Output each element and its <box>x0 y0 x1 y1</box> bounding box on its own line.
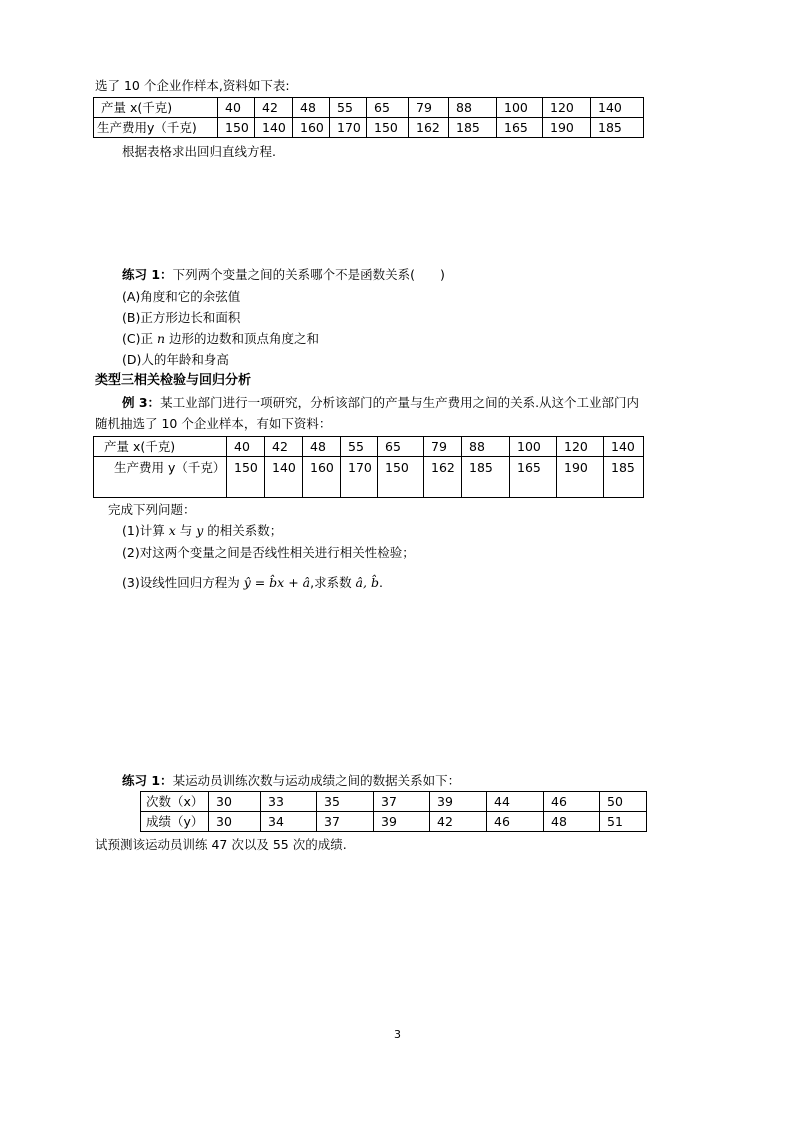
table-cell: 42 <box>265 437 303 457</box>
table-cell: 100 <box>510 437 557 457</box>
table-cell: 33 <box>261 792 317 812</box>
table-cell: 55 <box>341 437 378 457</box>
exercise-label: 练习 1： <box>122 773 173 788</box>
table-cell: 162 <box>409 118 449 138</box>
training-table <box>140 791 647 832</box>
table-cell: 140 <box>255 118 293 138</box>
example-3-text-cont: 随机抽选了 10 个企业样本，有如下资料： <box>95 416 332 431</box>
table-cell: 42 <box>255 98 293 118</box>
table-cell: 次数（x） <box>141 792 209 812</box>
exercise-text: 下列两个变量之间的关系哪个不是函数关系( ) <box>172 267 445 282</box>
table-cell: 100 <box>497 98 543 118</box>
table-row <box>141 792 647 812</box>
table-cell: 170 <box>341 457 378 498</box>
table-cell: 165 <box>510 457 557 498</box>
table-cell: 150 <box>218 118 255 138</box>
table-cell: 生产费用 y（千克） <box>94 457 227 498</box>
table-row <box>94 457 644 498</box>
table-cell: 44 <box>487 792 544 812</box>
table-cell: 79 <box>424 437 462 457</box>
exercise-1-question <box>122 266 445 284</box>
table-cell: 48 <box>293 98 330 118</box>
table-cell: 65 <box>378 437 424 457</box>
table-row <box>94 118 644 138</box>
exercise-label: 练习 1： <box>122 267 173 282</box>
table-cell: 55 <box>330 98 367 118</box>
table-cell: 30 <box>209 792 261 812</box>
coefficients: â, b̂ <box>355 575 379 590</box>
table-cell: 160 <box>303 457 341 498</box>
table-cell: 150 <box>378 457 424 498</box>
table-cell: 37 <box>317 812 374 832</box>
table-cell: 65 <box>367 98 409 118</box>
table-cell: 37 <box>374 792 430 812</box>
questions-intro: 完成下列问题： <box>108 502 196 517</box>
table-cell: 185 <box>462 457 510 498</box>
table-cell: 140 <box>591 98 644 118</box>
table-cell: 185 <box>449 118 497 138</box>
table-cell: 39 <box>374 812 430 832</box>
table-cell: 150 <box>227 457 265 498</box>
table-cell: 88 <box>449 98 497 118</box>
table-cell: 50 <box>600 792 647 812</box>
table-cell: 42 <box>430 812 487 832</box>
table-cell: 140 <box>604 437 644 457</box>
question-3: (3)设线性回归方程为 ŷ = b̂x + â,求系数 â, b̂. <box>122 575 383 590</box>
table-cell: 79 <box>409 98 449 118</box>
table-cell: 46 <box>487 812 544 832</box>
table-cell: 190 <box>543 118 591 138</box>
table-cell: 40 <box>218 98 255 118</box>
table-row <box>94 98 644 118</box>
table-cell: 产量 x(千克) <box>94 98 218 118</box>
table-cell: 30 <box>209 812 261 832</box>
table-cell: 34 <box>261 812 317 832</box>
table-cell: 185 <box>591 118 644 138</box>
regression-formula: ŷ = b̂x + â <box>243 575 311 590</box>
option-c: (C)正 n 边形的边数和顶点角度之和 <box>122 331 320 346</box>
production-table-1 <box>93 97 644 138</box>
table-cell: 39 <box>430 792 487 812</box>
table-row <box>94 437 644 457</box>
option-b: (B)正方形边长和面积 <box>122 310 241 325</box>
example-label: 例 3： <box>122 395 161 410</box>
exercise-1b-question: 练习 1：某运动员训练次数与运动成绩之间的数据关系如下： <box>122 773 461 788</box>
table-row <box>141 812 647 832</box>
table-cell: 产量 x(千克) <box>94 437 227 457</box>
table-cell: 51 <box>600 812 647 832</box>
intro-line: 选了 10 个企业作样本,资料如下表: <box>95 78 290 93</box>
table-cell: 成绩（y） <box>141 812 209 832</box>
table-cell: 48 <box>544 812 600 832</box>
table-cell: 170 <box>330 118 367 138</box>
example-3-text: 例 3：某工业部门进行一项研究，分析该部门的产量与生产费用之间的关系.从这个工业部门内 <box>122 395 640 410</box>
table-cell: 165 <box>497 118 543 138</box>
section-heading: 类型三相关检验与回归分析 <box>95 373 252 388</box>
table-cell: 生产费用y（千克) <box>94 118 218 138</box>
table-cell: 48 <box>303 437 341 457</box>
page-number: 3 <box>394 1028 401 1041</box>
question-2: (2)对这两个变量之间是否线性相关进行相关性检验； <box>122 545 415 560</box>
table-cell: 120 <box>557 437 604 457</box>
table-cell: 35 <box>317 792 374 812</box>
table-cell: 140 <box>265 457 303 498</box>
table-cell: 40 <box>227 437 265 457</box>
option-d: (D)人的年龄和身高 <box>122 352 229 367</box>
table1-instruction: 根据表格求出回归直线方程. <box>122 144 276 159</box>
table-cell: 120 <box>543 98 591 118</box>
question-1: (1)计算 x 与 y 的相关系数； <box>122 523 283 538</box>
table-cell: 160 <box>293 118 330 138</box>
option-a: (A)角度和它的余弦值 <box>122 289 241 304</box>
table-cell: 162 <box>424 457 462 498</box>
table3-instruction: 试预测该运动员训练 47 次以及 55 次的成绩. <box>95 837 347 852</box>
production-table-2 <box>93 436 644 498</box>
table-cell: 185 <box>604 457 644 498</box>
table-cell: 46 <box>544 792 600 812</box>
table-cell: 190 <box>557 457 604 498</box>
table-cell: 150 <box>367 118 409 138</box>
table-cell: 88 <box>462 437 510 457</box>
